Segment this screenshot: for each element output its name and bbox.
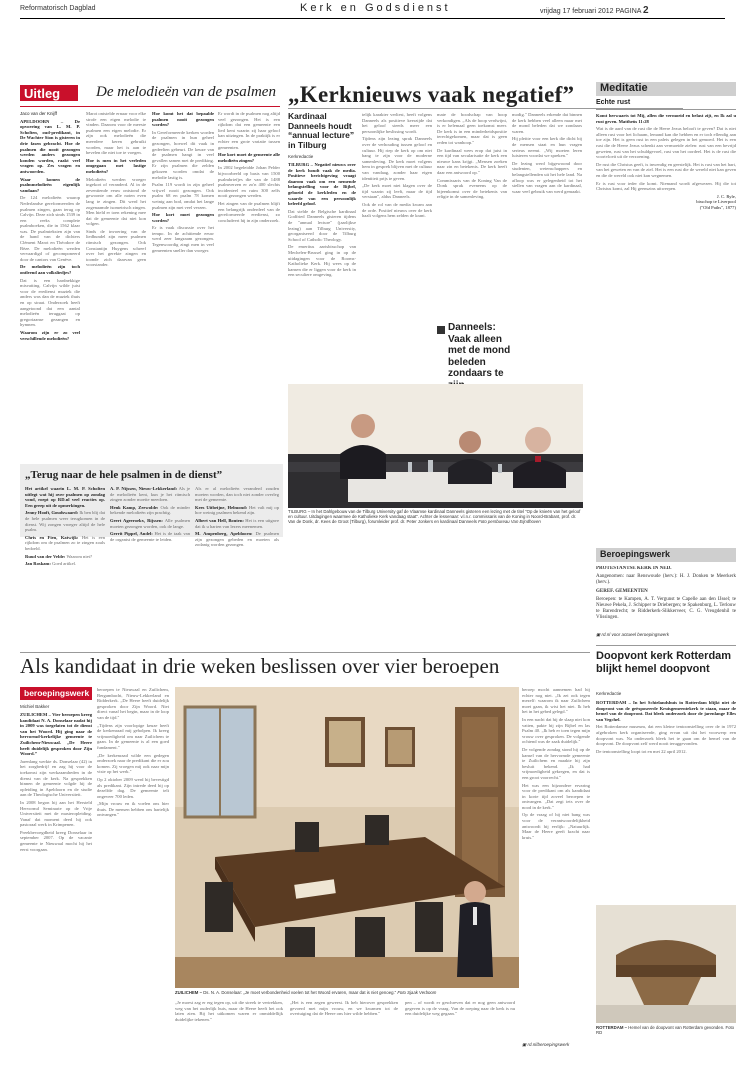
kerknieuws-byline: Kerkredactie bbox=[288, 154, 314, 159]
header-rule bbox=[20, 18, 725, 19]
kandidaat-rule bbox=[20, 652, 590, 653]
paper-name: Reformatorisch Dagblad bbox=[20, 5, 96, 12]
pullquote-bullet bbox=[437, 326, 445, 334]
uitleg-col-4: Er wordt in de psalmen nog altijd veel gezongen. Het is een rijkdom dat een gemeente een lied kent waarin zij haar geloof kan uitzingen. In de praktijk is er echter een grote variatie tussen gemeenten. Hoe kort moet de gemeente alle melodieën zingen? In 2002 begeleidde Johan Pelder bijvoorbeeld op basis van 1500 psalmbriefjes die van de 1488 psalmverzen er zo'n 400 slechts incidenteel en ruim 300 zelfs nooit gezongen werden. Het zingen van de psalmen blijft een belangrijk onderdeel van de gereformeerde eredienst, zo concludeert hij in zijn onderzoek. bbox=[218, 111, 280, 223]
uitleg-label: Uitleg bbox=[24, 86, 61, 101]
section-title: Kerk en Godsdienst bbox=[300, 2, 451, 14]
uitleg-rule bbox=[20, 106, 280, 107]
meditatie-rule bbox=[596, 109, 736, 110]
kerknieuws-col-3: mate de boodschap van hoop verkondigen. „Als de hoop verdwijnt, is er helemaal geen toekomst meer. De kerk is in een minderheidspositie terechtgekomen, maar dat is geen reden tot wanhoop." De kardinaal wees erop dat juist in een tijd van secularisatie de kerk een nieuwe kans krijgt. „Mensen zoeken naar zin en betekenis. De kerk heeft daar een antwoord op." Commissaris van de Koning Van de Donk sprak eveneens op de bijeenkomst over de betekenis van religie in de samenleving. bbox=[437, 112, 507, 200]
psalmen-col-2: A. P. Nijssen, Nieuw-Lekkerland: Als je de melodieën kent, kun je het ritmisch zingen zonder moeite meedoen. Henk Kamp, Zeewolde: Ook de minder bekende melodieën zijn prachtig. Geert Ageeroekx, Rijssen: Alle psalmen moeten gezongen worden, ook de lange. Gerrit Pippel, Andel: Het is de taak van de organist de gemeente te leiden. bbox=[110, 486, 190, 542]
psalmen-col-1: Het artikel waarin L. M. P. Scholten uitlegt wat hij over psalmen op zondag vond, roept op RD.nl veel reacties op. Een greep uit de opmerkingen. Jenny Hooft, Goudswaard: Ik ben blij dat de hele psalmen weer terugkomen in de dienst. Wij zongen vroeger altijd de hele psalm. Chris en Fien, Katwijk: Het is een rijkdom om de psalmen zo te zingen zoals bedoeld. Ruud van der Velde: Waarom niet? Jan Roskam: Goed artikel. bbox=[25, 486, 105, 567]
donselaar-photo-svg bbox=[175, 687, 519, 988]
kandidaat-col-2: beroepen te Nieuwaal en Zuilichem, Bergambacht, Nieuw-Lekkerland en Ridderkerk. „De Heere heeft duidelijk gesproken door Zijn Woord. Niet direct vanaf het begin, maar in de loop van de tijd." „Tijdens zijn voorlopige keuze heeft de kerkenraad mij geholpen. Ik kreeg vrijmoedigheid om naar Zuilichem te gaan. In de gemeente is al een goed fundament." „De kerkenraad wilde een gedegen onderzoek naar de predikant die er zou komen. Zij vroegen mij ook naar mijn visie op het werk." Op 2 oktober 2009 werd hij bevestigd als predikant. Zijn intrede deed hij op dezelfde dag. De gemeente telt ongeveer 700 leden. „Mijn vrouw en ik voelen ons hier thuis. De mensen hebben ons hartelijk ontvangen." bbox=[97, 687, 169, 818]
doopvont-photo bbox=[596, 905, 736, 1023]
doopvont-body: ROTTERDAM – In het Schielandshuis in Rotterdam blijkt niet de doopvont van de geëxposeerde Kruisgemeentekerk te staan, maar de hemel van de doopvont. Dat bleek onderzoek door de jarenlange Elles van Vegchel. Het Rotterdamse museum, dat een kleine tentoonstelling over de in 1972 afgebroken kerk organiseerde, ging ervan uit dat het voorwerp een doopvont was. Na onderzoek bleek het te gaan om de hemel van de doopvont. De doopvont zelf werd nooit teruggevonden. De tentoonstelling loopt tot en met 22 april 2012. bbox=[596, 700, 736, 754]
kandidaat-label: beroepingswerk bbox=[24, 688, 90, 698]
uitleg-col-1: Jaco van der Knijff APELDOORN – De opvoering van L. M. P. Scholten, oud-predikant, in De Wachter Sion is gisteren in drie fasen gebracht. Hoe de psalmen die nooit gezongen werden anders gezongen konden worden, raakt veel vragen op. Zes vragen en antwoorden. Waar komen de psalmmelodieën eigenlijk vandaan? De 124 melodieën waarop Nederlandse gereformeerden de psalmen zingen, gaan terug op Calvijn. Deze zich sinds 1539 in een reeks complete psalmboeken, die in 1562 klaar was. De psalmteksten zijn van de hand van de dichters Clément Marot en Théodore de Bèze. De melodieën werden vervaardigd of gecomponeerd door de cantors van Genève. De melodieën zijn toch ontleend aan volksliedjes? Dat is een hardnekkige misvatting. Calvijn wilde juist voor de eredienst muziek die anders was dan de muziek thuis en op straat. Onderzoek heeft aangetoond dat een aantal melodieën teruggaat op gregoriaanse gezangen en hymnen. Waarom zijn er zo veel verschillende melodieën? bbox=[20, 111, 80, 341]
doopvont-photo-svg bbox=[596, 905, 736, 1023]
kandidaat-footer: ▣ rd.nl/beroepingswerk bbox=[522, 1042, 570, 1047]
beroepingswerk-right-footer: ▣ rd.nl voor actueel beroepingswerk bbox=[596, 632, 670, 637]
meditatie-body: Komt herwaarts tot Mij, allen die vermoeid en belast zijt, en Ik zal u rust geven. Mattheüs 11:28 Wat is de aard van de rust die de Heere Jezus belooft te geven? Dat is niet alleen rust voor het lichaam, lemand kan die hebben en er toch ellendig aan toe zijn. Het is geen rust in een paleis gelegen in het gemoed. Het is een rust die de Heere Jezus schenkt aan vermoeide zielen: rust van een bevrijd geweten, rust van het schuldgevoel, rust van het oordeel. Het is de rust die voortvloeit uit de verzoening. De rust die Christus geeft, is inwendig en geestelijk. Het is rust van het hart, van het geweten en van de ziel. Het is een rust die de wereld niet kan geven en die de wereld ook niet kan wegnemen. Er is rust voor ieder die komt. Niemand wordt afgewezen. Hij die tot Christus komt, zal Hij geenszins uitwerpen. J. C. Ryle, bisschop te Liverpool ("Old Paths", 1877) bbox=[596, 113, 736, 210]
kerknieuws-col-1: TILBURG – Negatief nieuws over de kerk houdt vaak de media. Positieve berichtgeving vraagt daarom vaak om een nemende belangstelling voor de Bijbel, geboeid de kerkleden en de waarde van een persoonlijk beleefd geloof. Dat stelde de Belgische kardinaal Godfried Danneels gisteren tijdens de "annual lecture" (jaarlijkse lezing) aan Tilburg University, georganiseerd door de Tilburg School of Catholic Theology. De emeritus aartsbisschop van Mechelen-Brussel ging in op de uitdagingen voor de Rooms-Katholieke Kerk. Hij wees op de kansen die er liggen voor de kerk in een seculiere omgeving. bbox=[288, 162, 356, 278]
kandidaat-headline: Als kandidaat in drie weken beslissen over vier beroepen bbox=[20, 654, 500, 678]
header-date: vrijdag 17 februari 2012 PAGINA 2 bbox=[540, 5, 649, 16]
uitleg-col-3: Hoe komt het dat bepaalde psalmen nooit gezongen worden? In Gereformeerde kerken worden de psalmen in hun geheel gezongen, hoewel dit vaak in gedeelten gebeurt. De keuze van de psalmen hangt in veel gevallen samen met de prediking. Er zijn psalmen die zelden gekozen worden omdat de melodie lastig is. Psalm 119 wordt in zijn geheel vrijwel nooit gezongen. Ook psalm 68 en psalm 78 komen weinig aan bod, omdat het lange psalmen zijn met veel verzen. Hoe kort moet gezongen worden? Er is vaak discussie over het tempo. In de achttiende eeuw werd zeer langzaam gezongen. Tegenwoordig zingt men in veel gemeenten sneller dan vroeger. bbox=[152, 111, 214, 253]
kerknieuws-lede: Kardinaal Danneels houdt “annual lecture” in Tilburg bbox=[288, 111, 355, 150]
kerknieuws-headline: „Kerknieuws vaak negatief” bbox=[288, 82, 575, 107]
cardinal-photo-svg bbox=[288, 384, 583, 508]
doopvont-byline: Kerkredactie bbox=[596, 691, 622, 696]
kandidaat-col-6: beroep mocht aannemen had hij echter nog niet. „Ik zei ook tegen mezelf: waarom ik naar Zuilichem moet gaan, ik wist het niet. Ik heb het in het gebed gelegd." In een nacht dat hij de slaap niet kon vatten, pakte hij zijn Bijbel en las Psalm 40. „Ik heb er toen tegen mijn vrouw over gesproken. De volgende ochtend was de zaak duidelijk." De volgende zondag stond hij op de kansel van de hervormde gemeente te Zuilichem en maakte hij zijn besluit bekend. „Ik had vrijmoedigheid gekregen, en dat is een groot voorrecht." Het was een bijzondere ervaring voor de predikant om als kandidaat in korte tijd zoveel beroepen te ontvangen. „Dat zegt iets over de nood in de kerk." Op de vraag of hij niet bang was voor de verantwoordelijkheid antwoordt hij eerlijk: „Natuurlijk. Maar de Heere geeft kracht naar kruis." bbox=[522, 687, 590, 840]
donselaar-photo bbox=[175, 687, 519, 988]
kandidaat-col-4b: „Het is een zegen geweest. Ik heb hierover gesprekken gevoerd met mijn vrouw, en we kwamen tot de overtuiging dat de Heere ons hier wilde hebben." bbox=[290, 1000, 398, 1017]
meditatie-label: Meditatie bbox=[600, 82, 648, 94]
kerknieuws-col-4: modig." Danneels erkende dat binnen de kerk hebben veel alleen maar met de mond beleden dat we zondaars waren. Hij pleitte voor een kerk die dicht bij de mensen staat en hun vragen serieus neemt. „Wij moeten leren luisteren voordat we spreken." De lezing werd bijgewoond door studenten, wetenschappers en belangstellenden uit het hele land. Na afloop was er gelegenheid tot het stellen van vragen aan de kardinaal, waar veel gebruik van werd gemaakt. bbox=[512, 112, 582, 194]
meditatie-title: Echte rust bbox=[596, 99, 631, 106]
psalmen-col-3: Als er al melodieën veranderd zouden moeten worden, dan toch niet zonder overleg met de gemeente. Kees Uitbeijne, Helmond: Het valt mij op hoe weinig psalmen bekend zijn. Albert van Hell, Bouten: Het is een uitgave dat ik u harten van lezers meenemen. M. Ampenberg, Apeldoorn: De psalmen zijn gezongen gebeden en moeten als zodanig worden gezongen. bbox=[195, 486, 279, 548]
doopvont-caption: ROTTERDAM – Hemel van de doopvont van Rotterdam gevonden. Foto RD bbox=[596, 1025, 735, 1036]
kerknieuws-col-2: telijk karakter verliest, heeft volgens Danneels als positieve keerzijde dat het geloof steeds meer een persoonlijke beslissing wordt. Tijdens zijn lezing sprak Danneels over de verhouding tussen geloof en cultuur. Hij riep de kerk op om niet bang te zijn voor de moderne samenleving. De kerk moet volgens hem in gesprek blijven met de cultuur van vandaag, zonder haar eigen identiteit prijs te geven. „De kerk moet niet klagen over de tijd waarin zij leeft, maar de tijd verstaan", aldus Danneels. Ook de rol van de media kwam aan de orde. Positief nieuws over de kerk haalt volgens hem zelden de krant. bbox=[362, 112, 432, 219]
beroepingswerk-right-label: Beroepingswerk bbox=[600, 549, 671, 559]
page-number: 2 bbox=[643, 5, 649, 16]
uitleg-col-2: Marot ontstelde ernaar voor elke strofe een eigen melodie te vinden. Daarom voor de meeste psalmen een eigen melodie. Er zijn ook melodieën die meerdere keren gebruikt worden, maar het is aan te bevelen die niet toe te voegen. Hoe is men in het verleden omgegaan met lastige melodieën? Melodieën werden vroeger ingekort of veranderd. Al in de zeventiende eeuw ontstond de gewoonte om alle noten even lang te zingen. Dit werd het zogenaamde isometrisch zingen. Men hield er toen rekening mee dat de gemeente dat niet kon volgen. Sinds de invoering van de liedbundel zijn meer psalmen ritmisch gezongen. Ook Constantijn Huygens schreef over het gerekte zingen en toonde zich daarvan geen voorstander. bbox=[86, 111, 146, 268]
beroepingswerk-right-body: PROTESTANTSE KERK IN NED. Aangenomen: naar Renswoude (herv.): H. J. Donken te Meerkerk (herv.). GEREF. GEMEENTEN Beroepen: te Kampen, A. T. Vergunst te Capelle aan den IJssel; te Nieuwe Pekela, J. Schipper te Driebergen; te Spakenburg, L. Terlouw te Barendrecht; te Ridderkerk-Slikkerveer, C. G. Vreugdenhil te Vlissingen. bbox=[596, 566, 736, 621]
uitleg-title: De melodieën van de psalmen bbox=[96, 84, 276, 100]
photo-caption: TILBURG – In het Dahlgebouw van de Tilburg University gaf de Vlaamse kardinaal Danneels gisteren een lezing met de titel “Op de knieën van het geloof en cultuur. Uitdagingen waarmee de Katholieke Kerk vandaag staat”. Achter de lessenaar: v.l.n.r. commissaris van de Koning in Noord-Brabant, prof. dr. Van de Donk, dr. Kees de Groot (Tilburg), forumleider prof. dr. Peter Jonkers en kardinaal Danneels Foto persbureau Van Eijndhoven bbox=[288, 509, 581, 525]
kandidaat-byline: Michiel Bakker bbox=[20, 704, 50, 709]
kandidaat-col-1: ZUILICHEM – Vier beroepen kreeg kandidaat N. A. Donselaar nadat hij in 2009 was toegelaten tot de dienst van het Woord. Hij ging naar de hervormd-kerkelijke gemeente te Zuilichem-Nieuwaal. „De Heere heeft duidelijk gesproken door Zijn Woord.” Jarenlang werkte ds. Donselaar (42) in het zorgbedrijf en zag hij voor de toekomst zijn werkzaamheden in de dienst van de kerk. Na gesprekken binnen de gemeente volgde hij de opleiding in Apeldoorn en de studie aan de Theologische Universiteit. In 2008 begon hij aan het Hersteld Hervormd Seminarie op de Vrije Universiteit met de masteropleiding. Vanaf dat moment deed hij ook pastoraal werk in Krimpenen. Preekbevoegdheid kreeg Donselaar in september 2007. Op de vacante gemeente te Nieuwaal mocht hij het eerst voorgaan. bbox=[20, 712, 92, 852]
cardinal-photo bbox=[288, 384, 583, 508]
doopvont-headline: Doopvont kerk Rotterdam blijkt hemel doopvont bbox=[596, 650, 732, 675]
kandidaat-col-5b: pen – of wordt er geschreven dat er nog geen antwoord gegeven is op de vraag. Van de roeping naar de kerk is nu een duidelijke weg gegaan." bbox=[405, 1000, 515, 1017]
doopvont-rule bbox=[596, 645, 736, 646]
pullquote: Danneels: Vaak alleen met de mond beleden zondaars te bbox=[448, 322, 511, 379]
donselaar-caption: ZUILICHEM – Ds. N. A. Donselaar: „Je moet verbondenheid voelen tot het Woord ervaren, maar dat is niet genoeg.” Foto Sjaak Verboom bbox=[175, 990, 437, 995]
psalmen-box-headline: „Terug naar de hele psalmen in de dienst” bbox=[25, 469, 223, 481]
kandidaat-col-3b: „Je moest zag er erg tegen op, uit die streek te vertrekken, weg van het ouderlijk huis, maar de Heere heeft het ook laten zien. Bij het uitkomen waren er onmiddellijk duidelijke tekenen." bbox=[175, 1000, 283, 1022]
